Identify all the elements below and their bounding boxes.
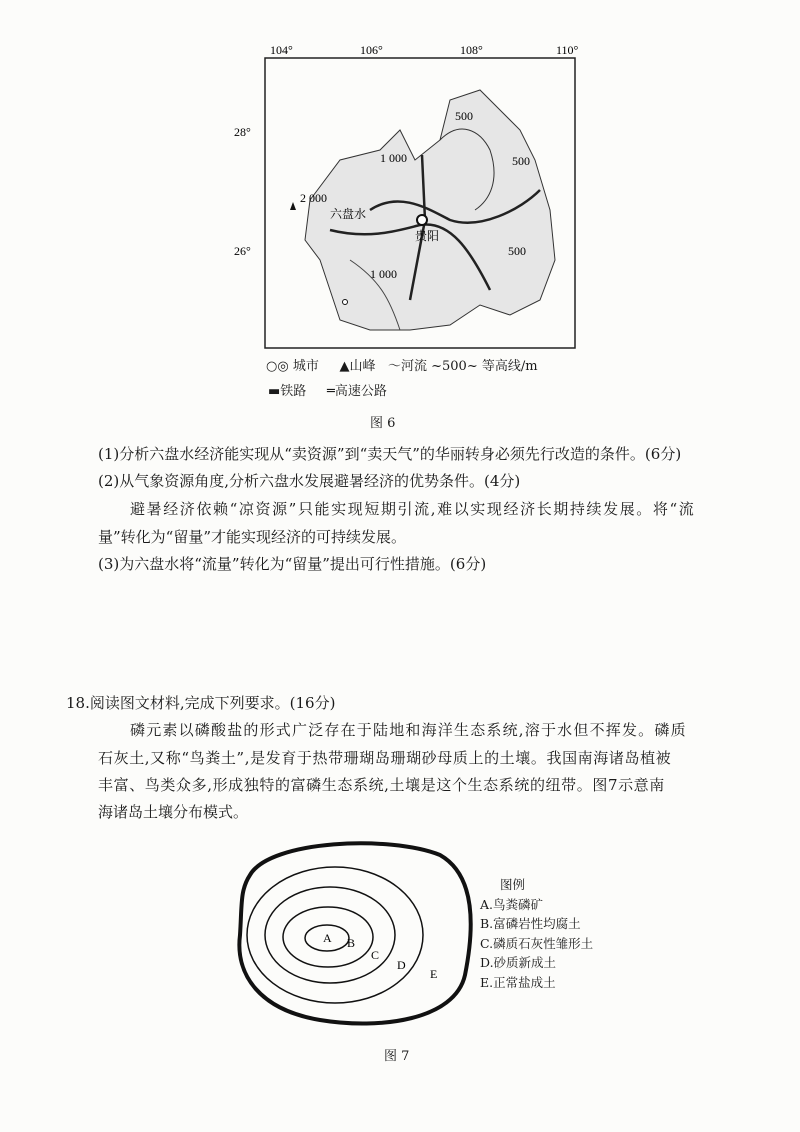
figure7-caption: 图 7 [384, 1049, 410, 1064]
legend-contour-value: 500 [442, 359, 467, 374]
river-icon: 〜 [387, 359, 401, 374]
legend-peak: 山峰 [349, 359, 376, 374]
contour-label: 1 000 [370, 267, 397, 281]
question-18-title: 18.阅读图文材料,完成下列要求。(16分) [66, 694, 336, 712]
legend-item: C.磷质石灰性雏形土 [480, 935, 594, 951]
paragraph-17: 量”转化为“留量”才能实现经济的可持续发展。 [98, 528, 407, 546]
paragraph-18: 石灰土,又称“鸟粪土”,是发育于热带珊瑚岛珊瑚砂母质上的土壤。我国南海诸岛植被 [98, 749, 672, 767]
contour-label: 500 [512, 154, 530, 168]
zone-label: C [371, 948, 380, 962]
legend-title: 图例 [500, 877, 526, 892]
city-label: 贵阳 [415, 229, 440, 243]
legend-contour: 等高线/m [481, 359, 538, 374]
legend-item: E.正常盐成土 [480, 974, 556, 990]
contour-label: 500 [508, 244, 526, 258]
contour-label: 500 [455, 109, 473, 123]
legend-item: A.鸟粪磷矿 [480, 896, 544, 912]
paragraph-18: 海诸岛土壤分布模式。 [98, 803, 249, 821]
lat-label: 26° [234, 244, 251, 258]
paragraph-18: 磷元素以磷酸盐的形式广泛存在于陆地和海洋生态系统,溶于水但不挥发。磷质 [130, 721, 687, 739]
railway-icon: ▬ [268, 384, 281, 399]
legend-item: D.砂质新成土 [480, 955, 557, 970]
zone-label: D [397, 958, 406, 972]
contour-label: 2 000 [300, 191, 327, 205]
peak-icon: ▲ [339, 359, 350, 374]
city-icon: ○◎ [266, 359, 289, 374]
question-17-1: (1)分析六盘水经济能实现从“卖资源”到“卖天气”的华丽转身必须先行改造的条件。(6分) [98, 445, 682, 463]
question-17-3: (3)为六盘水将“流量”转化为“留量”提出可行性措施。(6分) [98, 555, 487, 573]
lon-label: 108° [460, 43, 483, 57]
zone-label: B [347, 936, 356, 950]
soil-zone-diagram [230, 835, 480, 1035]
legend-highway: 高速公路 [334, 384, 387, 399]
lon-label: 104° [270, 43, 293, 57]
highway-icon: ═ [326, 384, 335, 399]
soil-legend [480, 875, 593, 992]
question-17-2: (2)从气象资源角度,分析六盘水发展避暑经济的优势条件。(4分) [98, 472, 521, 490]
contour-label: 1 000 [380, 151, 407, 165]
zone-label: E [430, 967, 438, 981]
guizhou-map [234, 40, 590, 350]
legend-item: B.富磷岩性均腐土 [480, 916, 581, 931]
lon-label: 106° [360, 43, 383, 57]
map-legend: ○◎ 城市 ▲山峰 〜河流 ~500~ 等高线/m [266, 359, 538, 374]
zone-label: A [323, 931, 332, 945]
map-legend-row2 [268, 380, 387, 399]
figure6-caption: 图 6 [370, 416, 396, 431]
paragraph-18: 丰富、鸟类众多,形成独特的富磷生态系统,土壤是这个生态系统的纽带。图7示意南 [98, 776, 665, 794]
paragraph-17: 避暑经济依赖“凉资源”只能实现短期引流,难以实现经济长期持续发展。将“流 [130, 500, 696, 518]
legend-railway: 铁路 [280, 384, 307, 399]
legend-river: 河流 [400, 359, 427, 374]
lat-label: 28° [234, 125, 251, 139]
legend-city: 城市 [292, 359, 319, 374]
city-label: 六盘水 [330, 207, 367, 221]
lon-labels [270, 43, 579, 57]
lon-label: 110° [556, 43, 579, 57]
